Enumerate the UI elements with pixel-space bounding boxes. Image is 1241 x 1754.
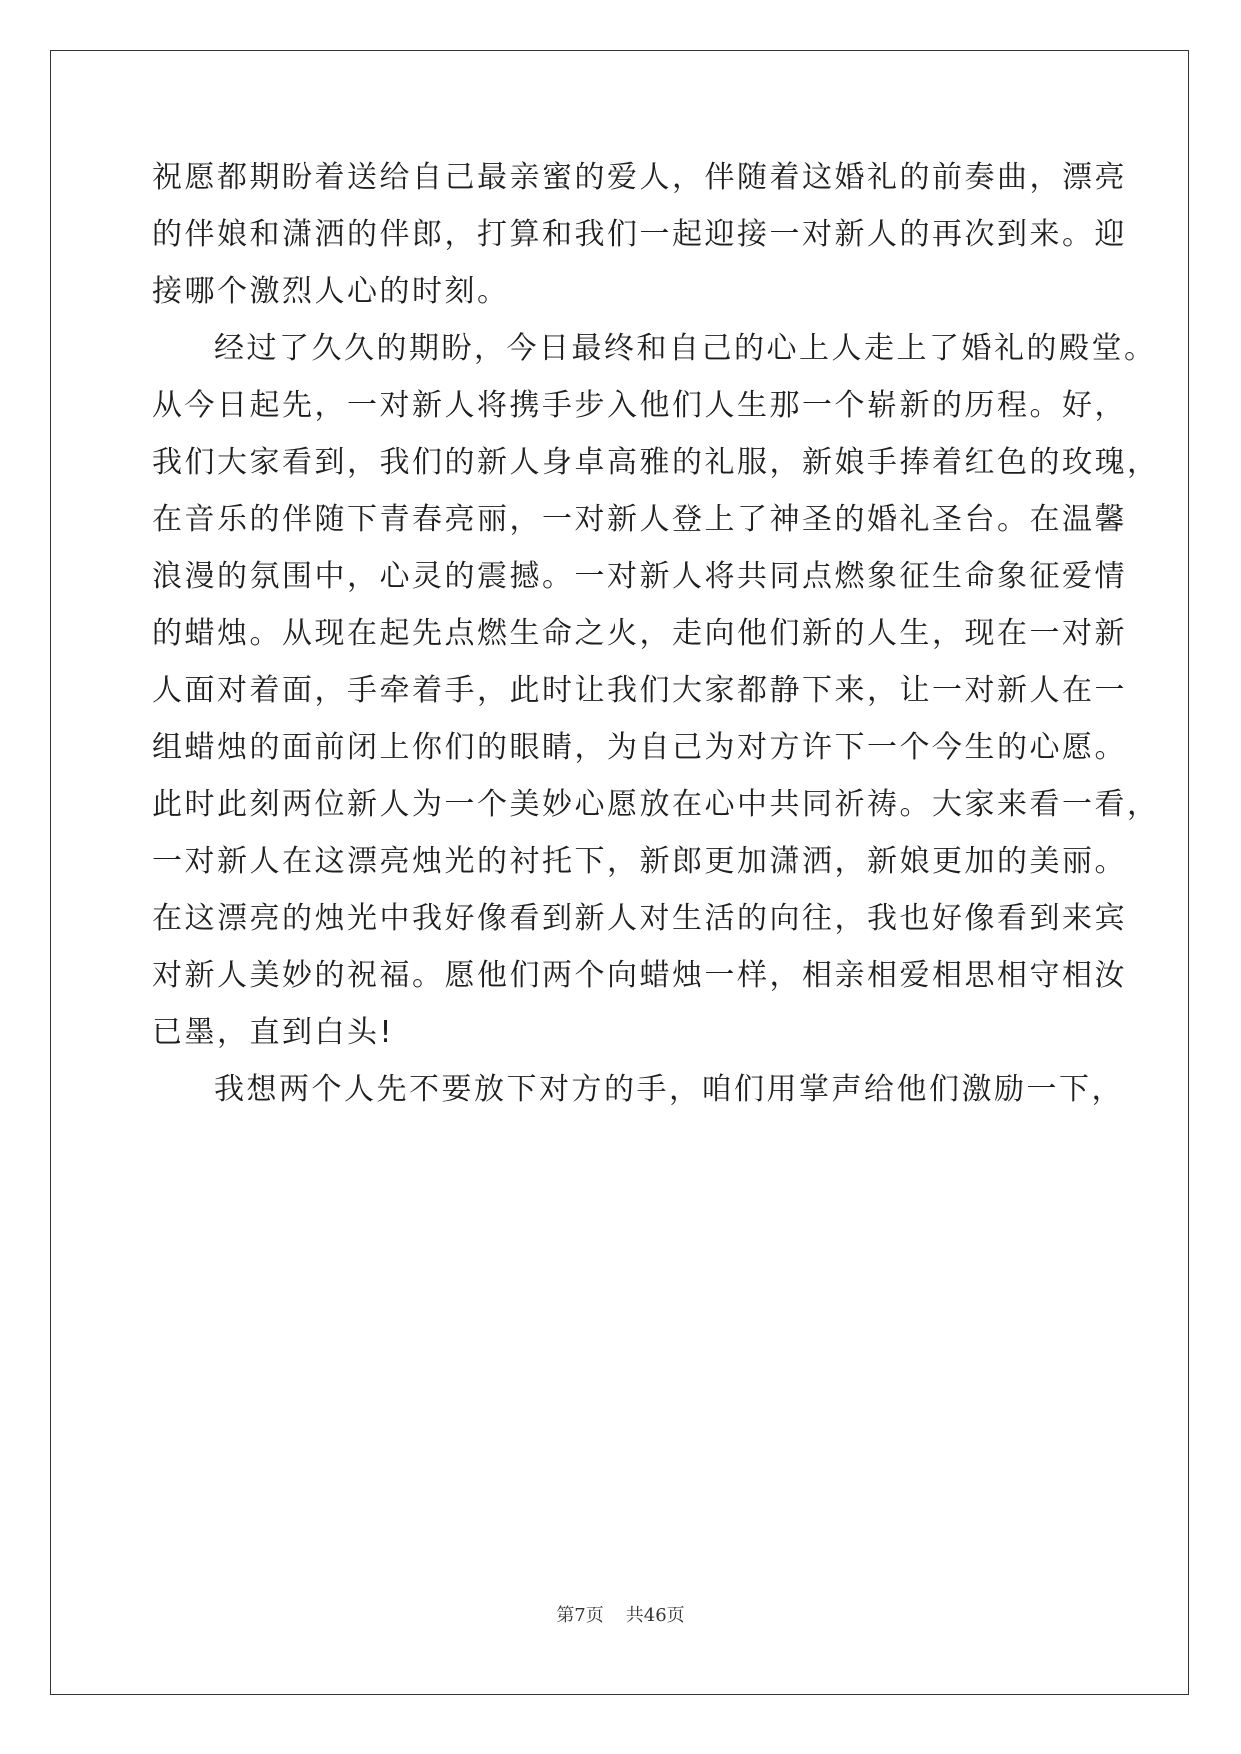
page-number: 第7页: [556, 1605, 604, 1626]
text-line: 在这漂亮的烛光中我好像看到新人对生活的向往，我也好像看到来宾: [152, 901, 1127, 936]
page-footer: [0, 1604, 1241, 1628]
text-line: 的伴娘和潇洒的伴郎，打算和我们一起迎接一对新人的再次到来。迎: [152, 217, 1127, 252]
text-line: 对新人美妙的祝福。愿他们两个向蜡烛一样，相亲相爱相思相守相汝: [152, 958, 1127, 993]
text-line: 此时此刻两位新人为一个美妙心愿放在心中共同祈祷。大家来看一看，: [152, 787, 1160, 822]
text-line: 一对新人在这漂亮烛光的衬托下，新郎更加潇洒，新娘更加的美丽。: [152, 844, 1127, 879]
text-line: 在音乐的伴随下青春亮丽，一对新人登上了神圣的婚礼圣台。在温馨: [152, 502, 1127, 537]
text-line: 接哪个激烈人心的时刻。: [152, 274, 510, 309]
text-line: 人面对着面，手牵着手，此时让我们大家都静下来，让一对新人在一: [152, 673, 1127, 708]
text-line: 组蜡烛的面前闭上你们的眼睛，为自己为对方许下一个今生的心愿。: [152, 730, 1127, 765]
text-line: 的蜡烛。从现在起先点燃生命之火，走向他们新的人生，现在一对新: [152, 616, 1127, 651]
text-line: 我们大家看到，我们的新人身卓高雅的礼服，新娘手捧着红色的玫瑰，: [152, 445, 1160, 480]
text-line: 已墨，直到白头!: [152, 1015, 395, 1050]
paragraph-start-line: 我想两个人先不要放下对方的手，咱们用掌声给他们激励一下，: [214, 1072, 1124, 1107]
text-line: 从今日起先，一对新人将携手步入他们人生那一个崭新的历程。好，: [152, 388, 1127, 423]
text-line: 祝愿都期盼着送给自己最亲蜜的爱人，伴随着这婚礼的前奏曲，漂亮: [152, 160, 1127, 195]
text-line: 浪漫的氛围中，心灵的震撼。一对新人将共同点燃象征生命象征爱情: [152, 559, 1127, 594]
paragraph-start-line: 经过了久久的期盼，今日最终和自己的心上人走上了婚礼的殿堂。: [214, 331, 1157, 366]
page-total: 共46页: [625, 1605, 685, 1626]
